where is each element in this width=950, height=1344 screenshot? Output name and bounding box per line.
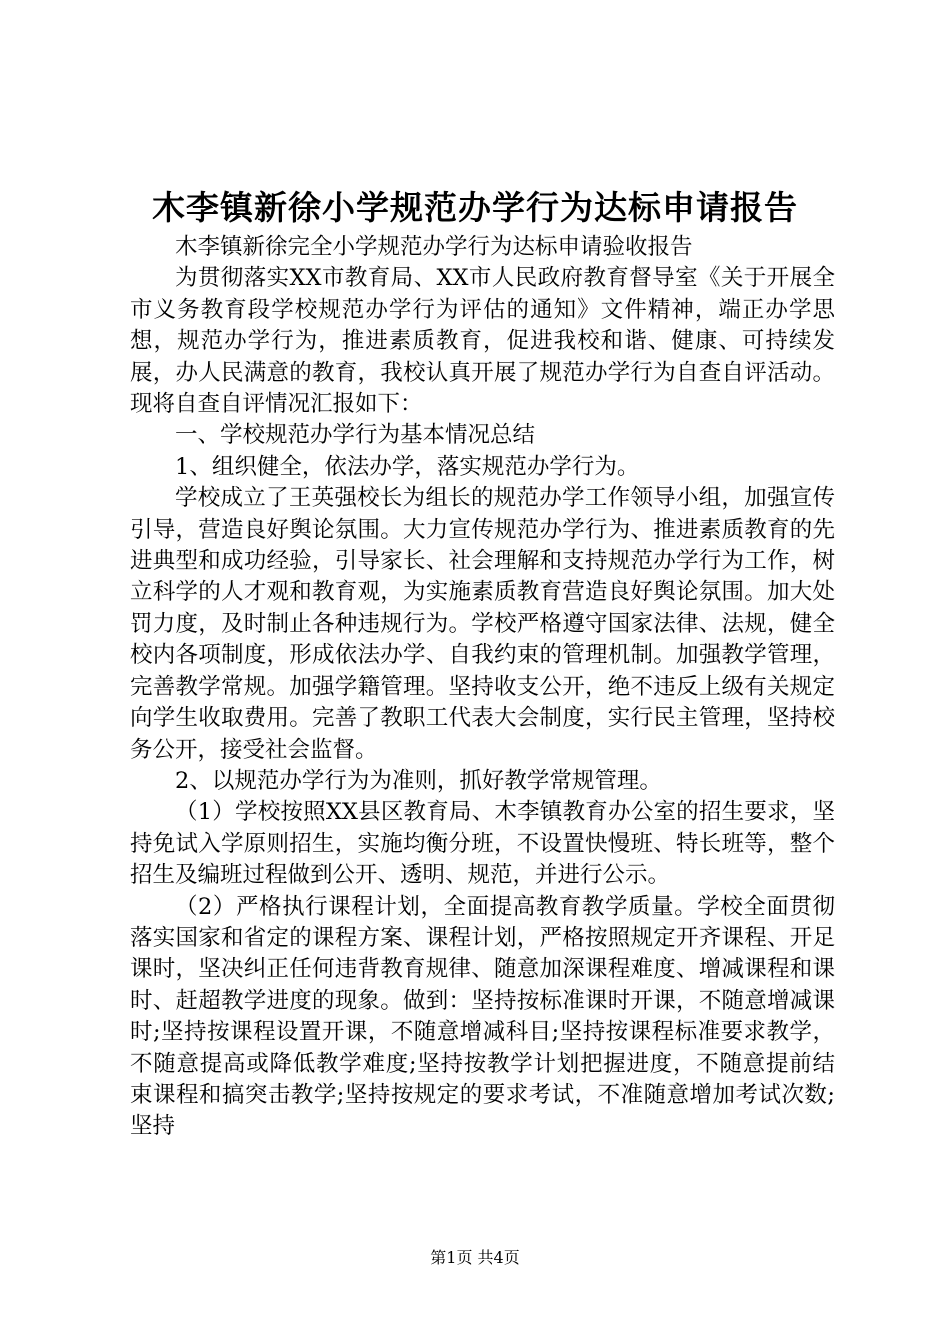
page-footer: 第1页 共4页 [430, 1248, 520, 1267]
document-title: 木李镇新徐小学规范办学行为达标申请报告 [152, 188, 798, 227]
subsection-heading-2: 2、以规范办学行为为准则，抓好教学常规管理。 [175, 767, 662, 794]
paragraph-subtitle: 木李镇新徐完全小学规范办学行为达标申请验收报告 [175, 234, 693, 260]
paragraph-enrollment: （1）学校按照XX县区教育局、木李镇教育办公室的招生要求，坚持免试入学原则招生，实施均衡分班，不设置快慢班、特长班等，整个招生及编班过程做到公开、透明、规范，并进行公示。 [130, 799, 835, 889]
subsection-heading-1: 1、组织健全，依法办学，落实规范办学行为。 [175, 453, 640, 480]
section-heading: 一、学校规范办学行为基本情况总结 [175, 422, 536, 449]
paragraph-curriculum: （2）严格执行课程计划，全面提高教育教学质量。学校全面贯彻落实国家和省定的课程方案、课程计划，严格按照规定开齐课程、开足课时，坚决纠正任何违背教育规律、随意加深课程难度、增减课程和课时、赶超教学进度的现象。做到：坚持按标准课时开课，不随意增减课时;坚持按课程设置开课，不随意增减科目;坚持按课程标准要求教学，不随意提高或降低教学难度;坚持按教学计划把握进度，不随意提前结束课程和搞突击教学;坚持按规定的要求考试，不准随意增加考试次数;坚持 [130, 893, 835, 1140]
paragraph-intro: 为贯彻落实XX市教育局、XX市人民政府教育督导室《关于开展全市义务教育段学校规范办学行为评估的通知》文件精神，端正办学思想，规范办学行为，推进素质教育，促进我校和谐、健康、可持续发展，办人民满意的教育，我校认真开展了规范办学行为自查自评活动。现将自查自评情况汇报如下： [130, 265, 835, 418]
document-body [130, 232, 835, 1143]
paragraph-organization: 学校成立了王英强校长为组长的规范办学工作领导小组，加强宣传引导，营造良好舆论氛围。大力宣传规范办学行为、推进素质教育的先进典型和成功经验，引导家长、社会理解和支持规范办学行为工作，树立科学的人才观和教育观，为实施素质教育营造良好舆论氛围。加大处罚力度，及时制止各种违规行为。学校严格遵守国家法律、法规，健全校内各项制度，形成依法办学、自我约束的管理机制。加强教学管理，完善教学常规。加强学籍管理。坚持收支公开，绝不违反上级有关规定向学生收取费用。完善了教职工代表大会制度，实行民主管理，坚持校务公开，接受社会监督。 [130, 485, 835, 763]
